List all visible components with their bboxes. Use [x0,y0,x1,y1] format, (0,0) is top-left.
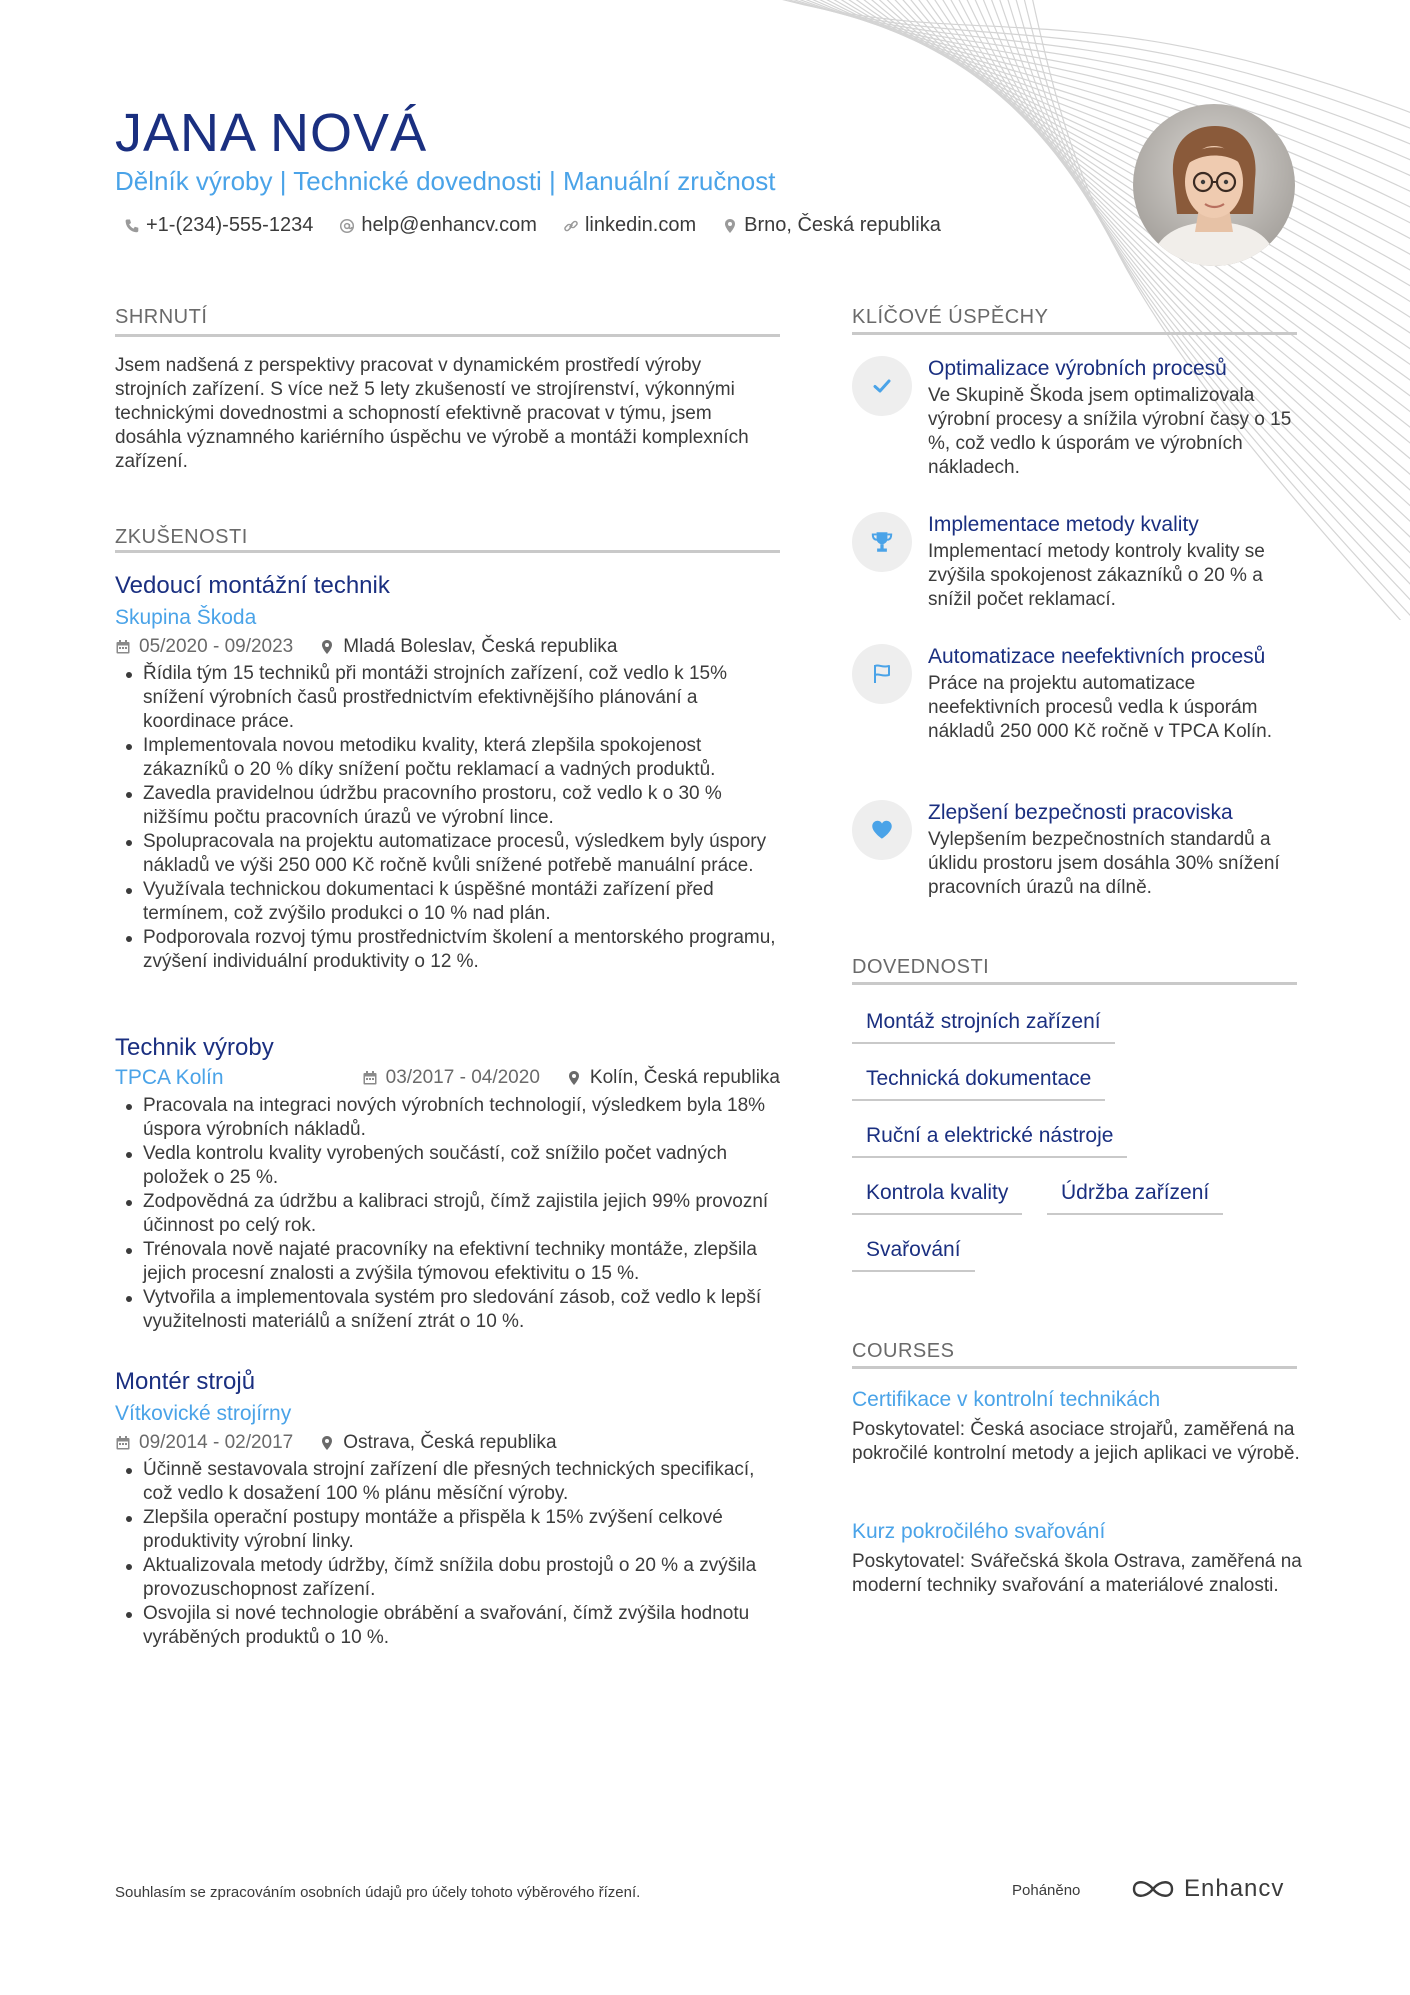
contact-bar [124,214,941,237]
location-pin-icon [722,218,738,234]
job-bullets [115,1094,780,1334]
job-bullet: Osvojila si nové technologie obrábění a svařování, čímž zvýšila hodnotu vyráběných produktů o 10 %. [115,1602,780,1650]
trophy-icon [852,512,912,572]
experience-heading: ZKUŠENOSTI [115,526,248,548]
skills-divider [852,982,1297,985]
courses-divider [852,1366,1297,1369]
skills-heading: DOVEDNOSTI [852,956,990,978]
location-text: Brno, Česká republika [744,214,941,236]
achievement-item [852,356,1297,480]
job-entry [115,1034,780,1334]
link-icon [563,218,579,234]
contact-linkedin[interactable] [563,214,696,237]
job-company: TPCA Kolín [115,1066,224,1089]
course-title: Certifikace v kontrolní technikách [852,1388,1161,1411]
achievements-heading: KLÍČOVÉ ÚSPĚCHY [852,306,1049,328]
job-bullet: Účinně sestavovala strojní zařízení dle přesných technických specifikací, což vedlo k dosažení 100 % plánu měsíční výroby. [115,1458,780,1506]
job-bullet: Spolupracovala na projektu automatizace procesů, výsledkem byly úspory nákladů ve výši 250 000 Kč ročně kvůli snížené potřebě manuální práce. [115,830,780,878]
achievement-title: Zlepšení bezpečnosti pracoviska [928,801,1233,824]
job-location [566,1067,780,1089]
achievement-desc: Ve Skupině Škoda jsem optimalizovala výrobní procesy a snížila výrobní časy o 15 %, což vedlo k úsporám ve výrobních nákladech. [928,385,1292,478]
job-location [319,636,617,658]
job-bullets [115,662,780,974]
course-item [852,1388,1302,1466]
summary-text: Jsem nadšená z perspektivy pracovat v dynamickém prostředí výroby strojních zařízení. S více než 5 lety zkušeností ve strojírenství, výkonnými technickými dovednostmi a schopností efektivně pracovat v týmu, jsem dosáhla významného kariérního úspěchu ve výrobě a montáži komplexních zařízení. [115,355,749,472]
profile-photo [1133,104,1295,266]
job-location-text: Kolín, Česká republika [589,1067,780,1088]
job-bullet: Zavedla pravidelnou údržbu pracovního prostoru, což vedlo k o 30 % nižšímu počtu pracovních úrazů ve výrobní lince. [115,782,780,830]
job-company: Skupina Škoda [115,606,257,629]
phone-text: +1-(234)-555-1234 [146,214,314,236]
location-pin-icon [566,1070,582,1086]
email-text[interactable]: help@enhancv.com [361,214,537,236]
experience-divider [115,550,780,553]
job-company: Vítkovické strojírny [115,1402,292,1425]
job-location [319,1432,556,1454]
job-bullet: Aktualizovala metody údržby, čímž snížila dobu prostojů o 20 % a zvýšila provozuschopnost zařízení. [115,1554,780,1602]
achievement-desc: Práce na projektu automatizace neefektivních procesů vedla k úsporám nákladů 250 000 Kč ročně v TPCA Kolín. [928,673,1272,742]
course-item [852,1520,1302,1598]
achievement-desc: Implementací metody kontroly kvality se zvýšila spokojenost zákazníků o 20 % a snížil počet reklamací. [928,541,1265,610]
skill-tag: Montáž strojních zařízení [852,1010,1115,1044]
achievement-item [852,644,1297,744]
contact-location [722,214,941,237]
job-bullet: Zlepšila operační postupy montáže a přispěla k 15% zvýšení celkové produktivity výrobní linky. [115,1506,780,1554]
skill-tag: Kontrola kvality [852,1181,1022,1215]
achievement-item [852,800,1297,900]
job-location-text: Mladá Boleslav, Česká republika [343,636,618,657]
course-desc: Poskytovatel: Česká asociace strojařů, zaměřená na pokročilé kontrolní metody a jejich aplikaci ve výrobě. [852,1419,1300,1464]
job-entry [115,1368,780,1650]
wave-line [997,0,1410,588]
phone-icon [124,218,140,234]
job-bullet: Podporovala rozvoj týmu prostřednictvím školení a mentorského programu, zvýšení individuální produktivity o 12 %. [115,926,780,974]
job-meta [115,636,780,658]
job-dates [362,1067,540,1089]
job-bullet: Pracovala na integraci nových výrobních technologií, výsledkem byla 18% úspora výrobních nákladů. [115,1094,780,1142]
job-bullet: Využívala technickou dokumentaci k úspěšné montáži zařízení před termínem, což zvýšilo produkci o 10 % nad plán. [115,878,780,926]
wave-line [776,0,1410,168]
achievement-desc: Vylepšením bezpečnostních standardů a úklidu prostoru jsem dosáhla 30% snížení pracovních úrazů na dílně. [928,829,1280,898]
job-role: Vedoucí montážní technik [115,572,390,599]
job-role: Technik výroby [115,1034,274,1061]
job-bullet: Zodpovědná za údržbu a kalibraci strojů, čímž zajistila jejich 99% provozní účinnost po celý rok. [115,1190,780,1238]
job-dates-text: 05/2020 - 09/2023 [139,636,294,657]
wave-line [784,0,1410,185]
courses-heading: COURSES [852,1340,955,1362]
candidate-title: Dělník výroby | Technické dovednosti | Manuální zručnost [115,166,776,196]
summary-heading: SHRNUTÍ [115,306,208,328]
flag-icon [852,644,912,704]
job-bullet: Vedla kontrolu kvality vyrobených součástí, což snížilo počet vadných položek o 25 %. [115,1142,780,1190]
job-dates-text: 09/2014 - 02/2017 [139,1432,294,1453]
job-dates [115,1432,293,1454]
job-company-row [115,1066,780,1090]
consent-text: Souhlasím se zpracováním osobních údajů pro účely tohoto výběrového řízení. [115,1884,641,1901]
skill-tag: Údržba zařízení [1047,1181,1223,1215]
linkedin-text[interactable]: linkedin.com [584,214,697,236]
candidate-name: JANA NOVÁ [115,103,428,163]
achievement-item [852,512,1297,612]
achievement-title: Implementace metody kvality [928,513,1199,536]
job-entry [115,572,780,974]
skill-tag: Technická dokumentace [852,1067,1105,1101]
wave-line [793,0,1410,201]
job-role: Montér strojů [115,1368,256,1395]
enhancv-logo[interactable] [1130,1875,1284,1903]
achievement-title: Optimalizace výrobních procesů [928,357,1227,380]
job-bullet: Implementovala novou metodiku kvality, která zlepšila spokojenost zákazníků o 20 % díky snížení počtu reklamací a vadných produktů. [115,734,780,782]
job-bullet: Trénovala nově najaté pracovníky na efektivní techniky montáže, zlepšila jejich procesní znalosti a zvýšila týmovou efektivitu o 15 %. [115,1238,780,1286]
job-location-text: Ostrava, Česká republika [343,1432,557,1453]
achievement-title: Automatizace neefektivních procesů [928,645,1266,668]
calendar-icon [362,1070,378,1086]
contact-email[interactable] [339,214,537,237]
infinity-logo-icon [1130,1876,1176,1902]
powered-by-text: Poháněno [1012,1882,1081,1899]
job-bullets [115,1458,780,1650]
achievements-divider [852,332,1297,335]
calendar-icon [115,1435,131,1451]
summary-divider [115,334,780,337]
location-pin-icon [319,639,335,655]
job-bullet: Vytvořila a implementovala systém pro sledování zásob, což vedlo k lepší využitelnosti materiálů a snížení ztrát o 10 %. [115,1286,780,1334]
course-title: Kurz pokročilého svařování [852,1520,1106,1543]
heart-icon [852,800,912,860]
wave-line [988,0,1410,572]
skill-tag: Svařování [852,1238,975,1272]
course-desc: Poskytovatel: Svářečská škola Ostrava, zaměřená na moderní techniky svařování a materiálové znalosti. [852,1551,1302,1596]
job-bullet: Řídila tým 15 techniků při montáži strojních zařízení, což vedlo k 15% snížení výrobních časů prostřednictvím efektivnějšího plánování a koordinace práce. [115,662,780,734]
calendar-icon [115,639,131,655]
check-icon [852,356,912,416]
job-dates-text: 03/2017 - 04/2020 [385,1067,540,1088]
contact-phone [124,214,313,237]
job-dates [115,636,293,658]
location-pin-icon [319,1435,335,1451]
job-meta [115,1432,780,1454]
enhancv-logo-text: Enhancv [1184,1875,1285,1902]
wave-line [759,0,1410,136]
wave-line [750,0,1410,120]
job-meta [362,1067,780,1089]
skill-tag: Ruční a elektrické nástroje [852,1124,1127,1158]
at-icon [339,218,355,234]
